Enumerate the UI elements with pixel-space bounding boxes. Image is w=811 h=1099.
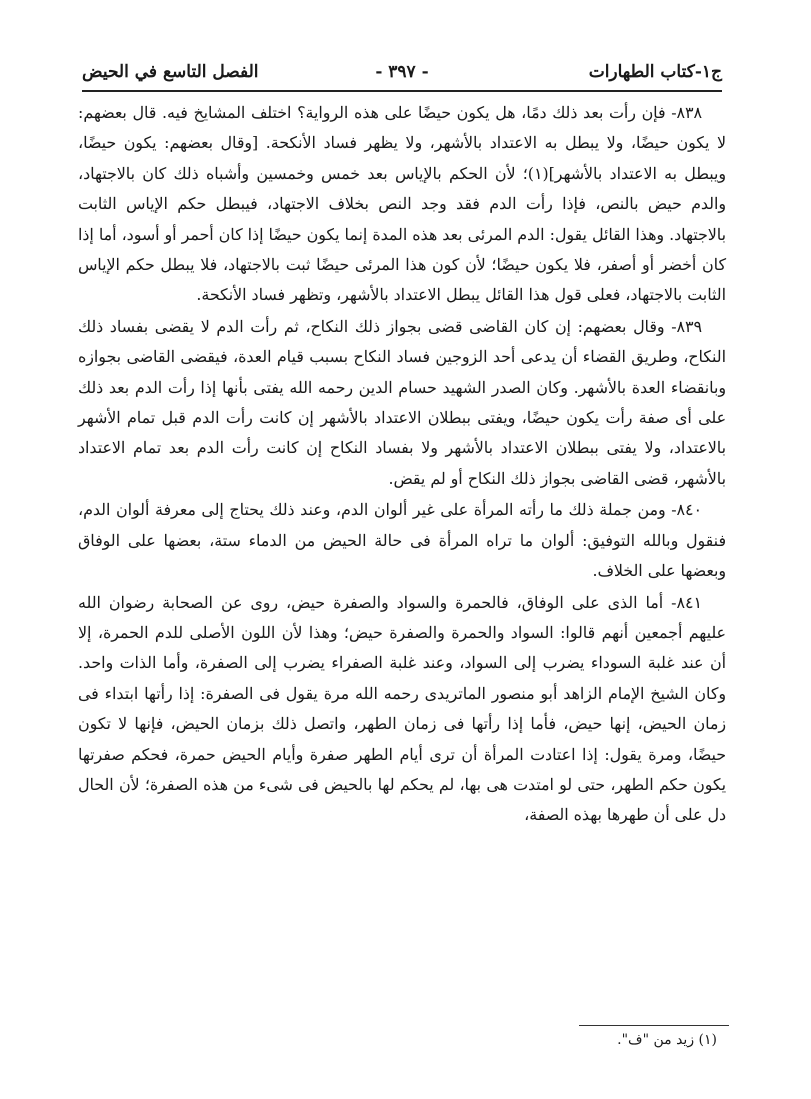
paragraph-839: ٨٣٩- وقال بعضهم: إن كان القاضى قضى بجواز ذلك النكاح، ثم رأت الدم لا يقضى بفساد ذلك النكاح، وطريق القضاء أن يدعى أحد الزوجين فساد النكاح بسبب قيام العدة، فيقضى القاضى بجوازه وبانقضاء العدة بالأشهر. وكان الصدر الشهيد حسام الدين رحمه الله يفتى بأنها إذا رأت الدم بعد ذلك على أى صفة رأت يكون حيضًا، ويفتى ببطلان الاعتداد بالأشهر إن كانت رأت الدم قبل تمام الأشهر بالاعتداد، ولا يفتى ببطلان الاعتداد بالأشهر ولا بفساد النكاح إن كانت رأت الدم بعد تمام الاعتداد بالأشهر، قضى القاضى بجواز ذلك النكاح أو لم يقض. xyxy=(78,316,726,488)
header-volume-title: ج١-كتاب الطهارات xyxy=(588,62,722,82)
main-text xyxy=(78,98,726,831)
footnote: (١) زيد من "ف". xyxy=(617,1032,717,1048)
running-header xyxy=(82,62,722,90)
paragraph-840: ٨٤٠- ومن جملة ذلك ما رأته المرأة على غير ألوان الدم، وعند ذلك يحتاج إلى معرفة ألوان الدم، فنقول وبالله التوفيق: ألوان ما تراه المرأة فى حالة الحيض من الدماء ستة، بعضها على الوفاق وبعضها على الخلاف. xyxy=(78,500,726,581)
page-number: - ٣٩٧ - xyxy=(375,62,429,82)
header-rule xyxy=(82,90,722,92)
header-chapter-title: الفصل التاسع في الحيض xyxy=(82,62,259,82)
paragraph-838: ٨٣٨- فإن رأت بعد ذلك دمًا، هل يكون حيضًا على هذه الرواية؟ اختلف المشايخ فيه. قال بعضهم: لا يكون حيضًا، ولا يبطل به الاعتداد بالأشهر، ولا يظهر فساد الأنكحة. [وقال بعضهم: يكون حيضًا، ويبطل به الاعتداد بالأشهر](١)؛ لأن الحكم بالإياس بعد خمس وخمسين وأشباه ذلك كان بالاجتهاد، والدم حيض بالنص، فإذا رأت الدم فقد وجد النص بخلاف الاجتهاد، فيبطل حكم الإياس الثابت بالاجتهاد. وهذا القائل يقول: الدم المرئى بعد هذه المدة إنما يكون حيضًا إذا كان أحمر أو أسود، أما إذا كان أخضر أو أصفر، فلا يكون حيضًا؛ لأن كون هذا المرئى حيضًا ثبت بالاجتهاد، فلا يبطل حكم الإياس الثابت بالاجتهاد، فعلى قول هذا القائل يبطل الاعتداد بالأشهر، وتظهر فساد الأنكحة. xyxy=(78,103,726,305)
paragraph-841: ٨٤١- أما الذى على الوفاق، فالحمرة والسواد والصفرة حيض، روى عن الصحابة رضوان الله عليهم أجمعين أنهم قالوا: السواد والحمرة والصفرة حيض؛ وهذا لأن اللون الأصلى للدم الحمرة، إلا أن عند غلبة السوداء يضرب إلى السواد، وعند غلبة الصفراء يضرب إلى الصفرة، وأما الذات واحد. وكان الشيخ الإمام الزاهد أبو منصور الماتريدى رحمه الله مرة يقول فى الصفرة: إذا رأتها ابتداء فى زمان الحيض، إنها حيض، فأما إذا رأتها فى زمان الطهر، واتصل ذلك بزمان الحيض، فإنها لا تكون حيضًا، ومرة يقول: إذا اعتادت المرأة أن ترى أيام الطهر صفرة وأيام الحيض حمرة، فحكم صفرتها يكون حكم الطهر، حتى لو امتدت هى بها، لم يحكم لها بالحيض فى شىء من هذه الصفرة؛ لأن الحال دل على أن طهرها بهذه الصفة، xyxy=(78,592,726,825)
footnote-rule xyxy=(579,1025,729,1026)
